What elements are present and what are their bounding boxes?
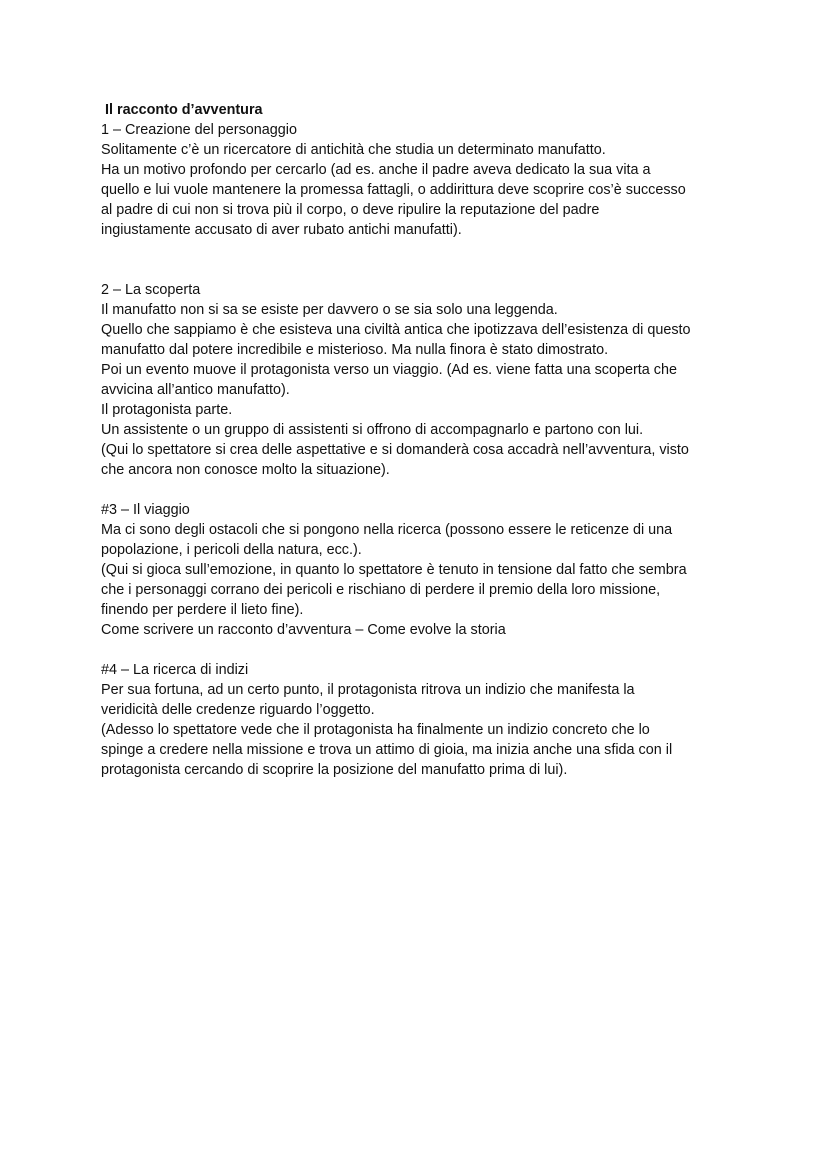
section-1-heading: 1 – Creazione del personaggio — [101, 122, 298, 138]
section-2-heading: 2 – La scoperta — [101, 282, 201, 298]
section-4-paragraph-1 — [101, 680, 741, 720]
text-line: avvicina all’antico manufatto). — [101, 382, 290, 398]
section-2-paragraph-5 — [101, 420, 741, 440]
text-line: Solitamente c’è un ricercatore di antichità che studia un determinato manufatto. — [101, 142, 606, 158]
text-line: finendo per perdere il lieto fine). — [101, 602, 304, 618]
text-line: che i personaggi corrano dei pericoli e rischiano di perdere il premio della loro missione, — [101, 582, 661, 598]
section-2-paragraph-6 — [101, 440, 741, 480]
text-line: (Qui si gioca sull’emozione, in quanto lo spettatore è tenuto in tensione dal fatto che sembra — [101, 562, 687, 578]
text-line: veridicità delle credenze riguardo l’oggetto. — [101, 702, 375, 718]
section-3-heading: #3 – Il viaggio — [101, 502, 190, 518]
section-2-paragraph-2 — [101, 320, 741, 360]
section-2-paragraph-3 — [101, 360, 741, 400]
text-line: (Qui lo spettatore si crea delle aspettative e si domanderà cosa accadrà nell’avventura, visto — [101, 442, 689, 458]
text-line: Ha un motivo profondo per cercarlo (ad es. anche il padre aveva dedicato la sua vita a — [101, 162, 651, 178]
section-3-paragraph-1 — [101, 520, 741, 560]
text-line: Ma ci sono degli ostacoli che si pongono nella ricerca (possono essere le reticenze di una — [101, 522, 673, 538]
text-line: Quello che sappiamo è che esisteva una civiltà antica che ipotizzava dell’esistenza di questo — [101, 322, 691, 338]
section-1-paragraph-1 — [101, 140, 741, 160]
text-line: spinge a credere nella missione e trova un attimo di gioia, ma inizia anche una sfida con il — [101, 742, 673, 758]
text-line: quello e lui vuole mantenere la promessa fattagli, o addirittura deve scoprire cos’è successo — [101, 182, 686, 198]
document-title: Il racconto d’avventura — [105, 102, 263, 118]
text-line: Il protagonista parte. — [101, 402, 233, 418]
text-line: Per sua fortuna, ad un certo punto, il protagonista ritrova un indizio che manifesta la — [101, 682, 635, 698]
section-1-paragraph-2 — [101, 160, 741, 240]
text-line: ingiustamente accusato di aver rubato antichi manufatti). — [101, 222, 462, 238]
text-line: popolazione, i pericoli della natura, ecc.). — [101, 542, 362, 558]
section-3-paragraph-3 — [101, 620, 741, 640]
text-line: Come scrivere un racconto d’avventura – Come evolve la storia — [101, 622, 506, 638]
text-line: Un assistente o un gruppo di assistenti si offrono di accompagnarlo e partono con lui. — [101, 422, 644, 438]
section-4-paragraph-2 — [101, 720, 741, 780]
section-2-paragraph-1 — [101, 300, 741, 320]
section-3-paragraph-2 — [101, 560, 741, 620]
text-line: (Adesso lo spettatore vede che il protagonista ha finalmente un indizio concreto che lo — [101, 722, 650, 738]
text-line: Il manufatto non si sa se esiste per davvero o se sia solo una leggenda. — [101, 302, 558, 318]
section-2-paragraph-4 — [101, 400, 741, 420]
text-line: protagonista cercando di scoprire la posizione del manufatto prima di lui). — [101, 762, 568, 778]
text-line: che ancora non conosce molto la situazione). — [101, 462, 390, 478]
text-line: al padre di cui non si trova più il corpo, o deve ripulire la reputazione del padre — [101, 202, 600, 218]
section-4-heading: #4 – La ricerca di indizi — [101, 662, 249, 678]
document-page — [101, 100, 741, 780]
text-line: manufatto dal potere incredibile e misterioso. Ma nulla finora è stato dimostrato. — [101, 342, 609, 358]
text-line: Poi un evento muove il protagonista verso un viaggio. (Ad es. viene fatta una scoperta che — [101, 362, 677, 378]
